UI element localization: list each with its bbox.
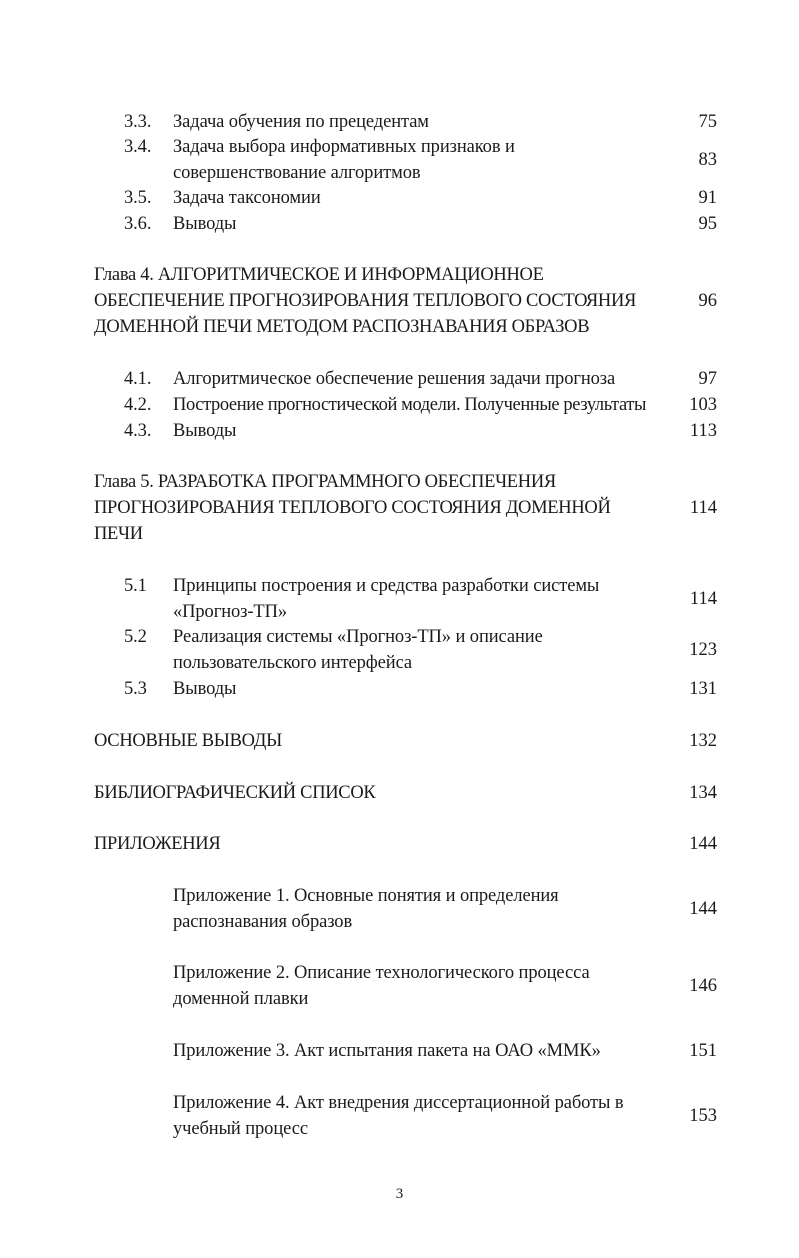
page-ref: 113 xyxy=(689,421,717,441)
chapter-title: Глава 4. АЛГОРИТМИЧЕСКОЕ И ИНФОРМАЦИОННОЕ xyxy=(94,265,544,285)
section-title: Выводы xyxy=(173,679,237,699)
page-ref: 144 xyxy=(689,899,717,919)
section-number: 3.3. xyxy=(124,112,152,132)
entry-title: БИБЛИОГРАФИЧЕСКИЙ СПИСОК xyxy=(94,783,376,803)
page-number: 3 xyxy=(395,1186,404,1202)
section-title: Задача выбора информативных признаков и xyxy=(173,137,515,157)
page-ref: 96 xyxy=(698,291,717,311)
section-title: Принципы построения и средства разработки системы xyxy=(173,576,600,596)
appendix-title-cont: учебный процесс xyxy=(173,1119,308,1139)
page-ref: 151 xyxy=(689,1041,717,1061)
entry-title: ОСНОВНЫЕ ВЫВОДЫ xyxy=(94,731,282,751)
section-number: 3.4. xyxy=(124,137,152,157)
section-title-cont: «Прогноз-ТП» xyxy=(173,602,288,622)
appendix-title: Приложение 3. Акт испытания пакета на ОАО «ММК» xyxy=(173,1041,601,1061)
section-number: 4.2. xyxy=(124,395,152,415)
section-number: 4.3. xyxy=(124,421,152,441)
page-ref: 153 xyxy=(689,1106,717,1126)
chapter-title-cont: ПЕЧИ xyxy=(94,524,143,544)
section-title: Задача обучения по прецедентам xyxy=(173,112,429,132)
section-title-cont: пользовательского интерфейса xyxy=(173,653,413,673)
page-ref: 146 xyxy=(689,976,717,996)
page-ref: 123 xyxy=(689,640,717,660)
section-title: Реализация системы «Прогноз-ТП» и описание xyxy=(173,627,543,647)
chapter-title-cont: ПРОГНОЗИРОВАНИЯ ТЕПЛОВОГО СОСТОЯНИЯ ДОМЕННОЙ xyxy=(94,498,611,518)
section-number: 5.2 xyxy=(124,627,147,647)
page-ref: 91 xyxy=(698,188,717,208)
chapter-title-cont: ДОМЕННОЙ ПЕЧИ МЕТОДОМ РАСПОЗНАВАНИЯ ОБРАЗОВ xyxy=(94,317,590,337)
appendix-title-cont: распознавания образов xyxy=(173,912,353,932)
appendix-title: Приложение 2. Описание технологического процесса xyxy=(173,963,590,983)
appendix-title: Приложение 4. Акт внедрения диссертационной работы в xyxy=(173,1093,624,1113)
section-title: Выводы xyxy=(173,214,237,234)
section-number: 4.1. xyxy=(124,369,152,389)
page-ref: 114 xyxy=(689,498,717,518)
page-ref: 144 xyxy=(689,834,717,854)
page-ref: 132 xyxy=(689,731,717,751)
page-ref: 114 xyxy=(689,589,717,609)
section-number: 5.1 xyxy=(124,576,147,596)
section-number: 3.6. xyxy=(124,214,152,234)
chapter-title: Глава 5. РАЗРАБОТКА ПРОГРАММНОГО ОБЕСПЕЧЕНИЯ xyxy=(94,472,556,492)
section-title: Построение прогностической модели. Полученные результаты xyxy=(173,395,646,415)
section-title-cont: совершенствование алгоритмов xyxy=(173,163,421,183)
page-ref: 131 xyxy=(689,679,717,699)
appendix-title-cont: доменной плавки xyxy=(173,989,309,1009)
section-title: Алгоритмическое обеспечение решения задачи прогноза xyxy=(173,369,616,389)
chapter-title-cont: ОБЕСПЕЧЕНИЕ ПРОГНОЗИРОВАНИЯ ТЕПЛОВОГО СОСТОЯНИЯ xyxy=(94,291,637,311)
page-ref: 103 xyxy=(689,395,717,415)
section-title: Задача таксономии xyxy=(173,188,321,208)
section-number: 3.5. xyxy=(124,188,152,208)
appendix-title: Приложение 1. Основные понятия и определения xyxy=(173,886,559,906)
page-ref: 97 xyxy=(698,369,717,389)
page-ref: 75 xyxy=(698,112,717,132)
section-title: Выводы xyxy=(173,421,237,441)
section-number: 5.3 xyxy=(124,679,147,699)
page-ref: 134 xyxy=(689,783,717,803)
page-ref: 95 xyxy=(698,214,717,234)
page-ref: 83 xyxy=(698,150,717,170)
entry-title: ПРИЛОЖЕНИЯ xyxy=(94,834,221,854)
